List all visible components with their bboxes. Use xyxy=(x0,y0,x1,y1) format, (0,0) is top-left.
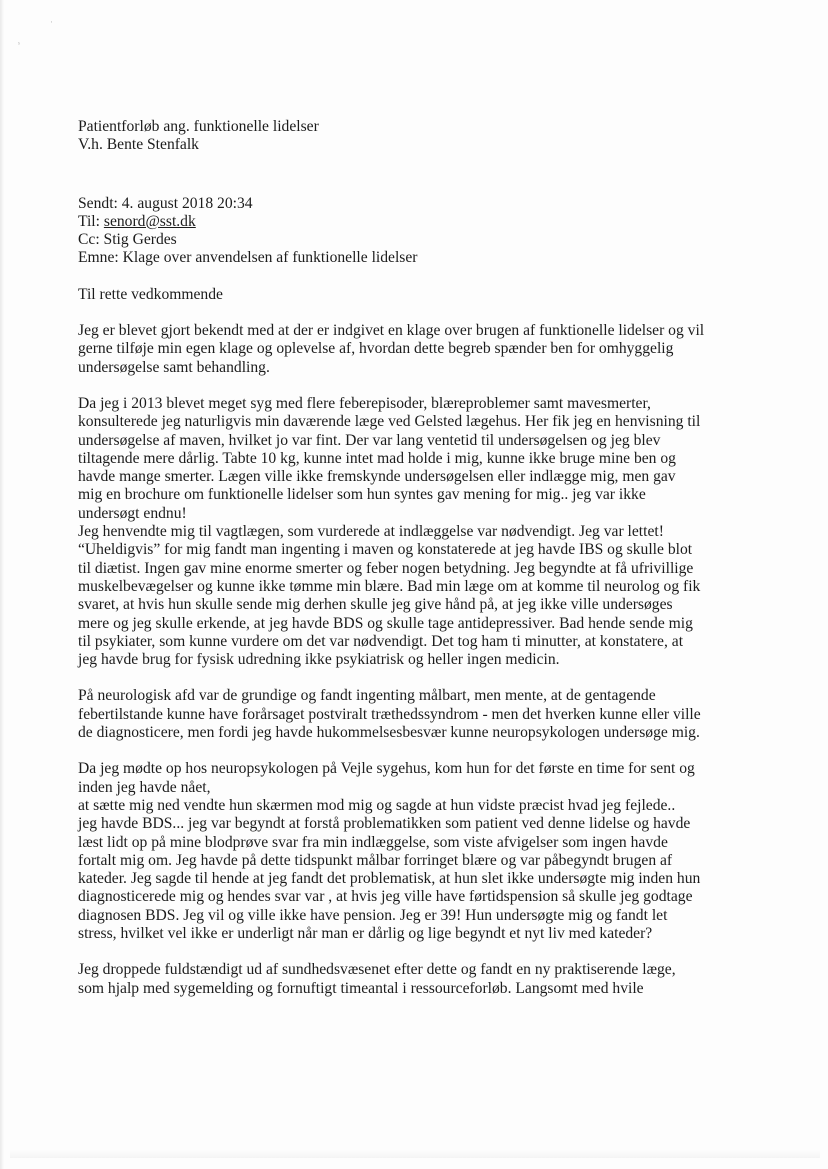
scan-speck-left: ˢ xyxy=(18,39,20,49)
letter-body xyxy=(78,118,758,998)
paragraph-intro: Jeg er blevet gjort bekendt med at der er indgivet en klage over brugen af funktionelle lidelser og vil gerne tilføje min egen klage og oplevelse af, hvordan dette begreb spænder ben for omhyggelig undersøgelse samt behandling. xyxy=(78,322,705,376)
scan-left-edge xyxy=(0,0,4,1169)
email-to-label: Til: xyxy=(78,212,104,230)
paragraph-neurology: På neurologisk afd var de grundige og fandt ingenting målbart, men mente, at de gentagende febertilstande kunne have forårsaget postviralt træthedssyndrom - men det hverken kunne eller ville de diagnosticere, men fordi jeg havde hukommelsesbesvær kunne neuropsykologen undersøge mig. xyxy=(78,687,701,742)
recipient-block xyxy=(78,118,758,155)
email-to-address-link[interactable]: senord@sst.dk xyxy=(103,212,196,230)
salutation: Til rette vedkommende xyxy=(78,285,223,303)
recipient-line-attention: V.h. Bente Stenfalk xyxy=(78,136,199,154)
recipient-line-organization: Patientforløb ang. funktionelle lidelser xyxy=(78,118,319,135)
paragraph-new-doctor: Jeg droppede fuldstændigt ud af sundhedsvæsenet efter dette og fandt en ny praktiserende læge, som hjalp med sygemelding og fornuftigt timeantal i ressourceforløb. Langsomt med hvile xyxy=(78,961,676,997)
paragraph-2013-illness: Da jeg i 2013 blevet meget syg med flere feberepisoder, blæreproblemer samt mavesmerter, konsulterede jeg naturligvis min daværende læge ved Gelsted lægehus. Her fik jeg en henvisning til undersøgelse af maven, hvilket jo var fint. Der var lang ventetid til undersøgelsen og jeg blev tiltagende mere dårlig. Tabte 10 kg, kunne intet mad holde i mig, kunne ikke bruge mine ben og havde mange smerter. Lægen ville ikke fremskynde undersøgelsen eller indlægge mig, men gav mig en brochure om funktionelle lidelser som hun syntes gav mening for mig.. jeg var ikke undersøgt endnu! xyxy=(78,394,701,522)
email-header-block xyxy=(78,195,758,268)
email-cc-line: Cc: Stig Gerdes xyxy=(78,231,177,249)
email-subject-line: Emne: Klage over anvendelsen af funktionelle lidelser xyxy=(78,249,418,267)
email-sent-line: Sendt: 4. august 2018 20:34 xyxy=(78,194,253,212)
paragraph-emergency-doctor: Jeg henvendte mig til vagtlægen, som vurderede at indlæggelse var nødvendigt. Jeg var lettet! “Uheldigvis” for mig fandt man ingenting i maven og konstaterede at jeg havde IBS og skulle blot til diætist. Ingen gav mine enorme smerter og feber nogen betydning. Jeg begyndte at få ufrivillige muskelbevægelser og kunne ikke tømme min blære. Bad min læge om at komme til neurolog og fik svaret, at hvis hun skulle sende mig derhen skulle jeg give hånd på, at jeg ikke ville undersøges mere og jeg skulle erkende, at jeg havde BDS og skulle tage antidepressiver. Bad hende sende mig til psykiater, som kunne vurdere om det var nødvendigt. Det tog ham ti minutter, at konstatere, at jeg havde brug for fysisk udredning ikke psykiatrisk og heller ingen medicin. xyxy=(78,523,701,669)
paragraph-neuropsychologist: Da jeg mødte op hos neuropsykologen på Vejle sygehus, kom hun for det første en time for sent og inden jeg havde nået, at sætte mig ned vendte hun skærmen mod mig og sagde at hun vidste præcist hvad jeg fejlede.. jeg havde BDS... jeg var begyndt at forstå problematikken som patient ved denne lidelse og havde læst lidt op på mine blodprøve svar fra min indlæggelse, som viste afvigelser som ingen havde fortalt mig om. Jeg havde på dette tidspunkt målbar forringet blære og var påbegyndt brugen af kateder. Jeg sagde til hende at jeg fandt det problematisk, at hun slet ikke undersøgte mig inden hun diagnosticerede mig og hendes svar var , at hvis jeg ville have førtidspension så skulle jeg godtage diagnosen BDS. Jeg vil og ville ikke have pension. Jeg er 39! Hun undersøgte mig og fandt let stress, hvilket vel ikke er underligt når man er dårlig og lige begyndt et nyt liv med kateder? xyxy=(78,760,701,942)
scan-speck-top: · xyxy=(50,17,53,27)
scan-bottom-edge xyxy=(10,1150,820,1158)
email-to-line xyxy=(78,213,758,231)
